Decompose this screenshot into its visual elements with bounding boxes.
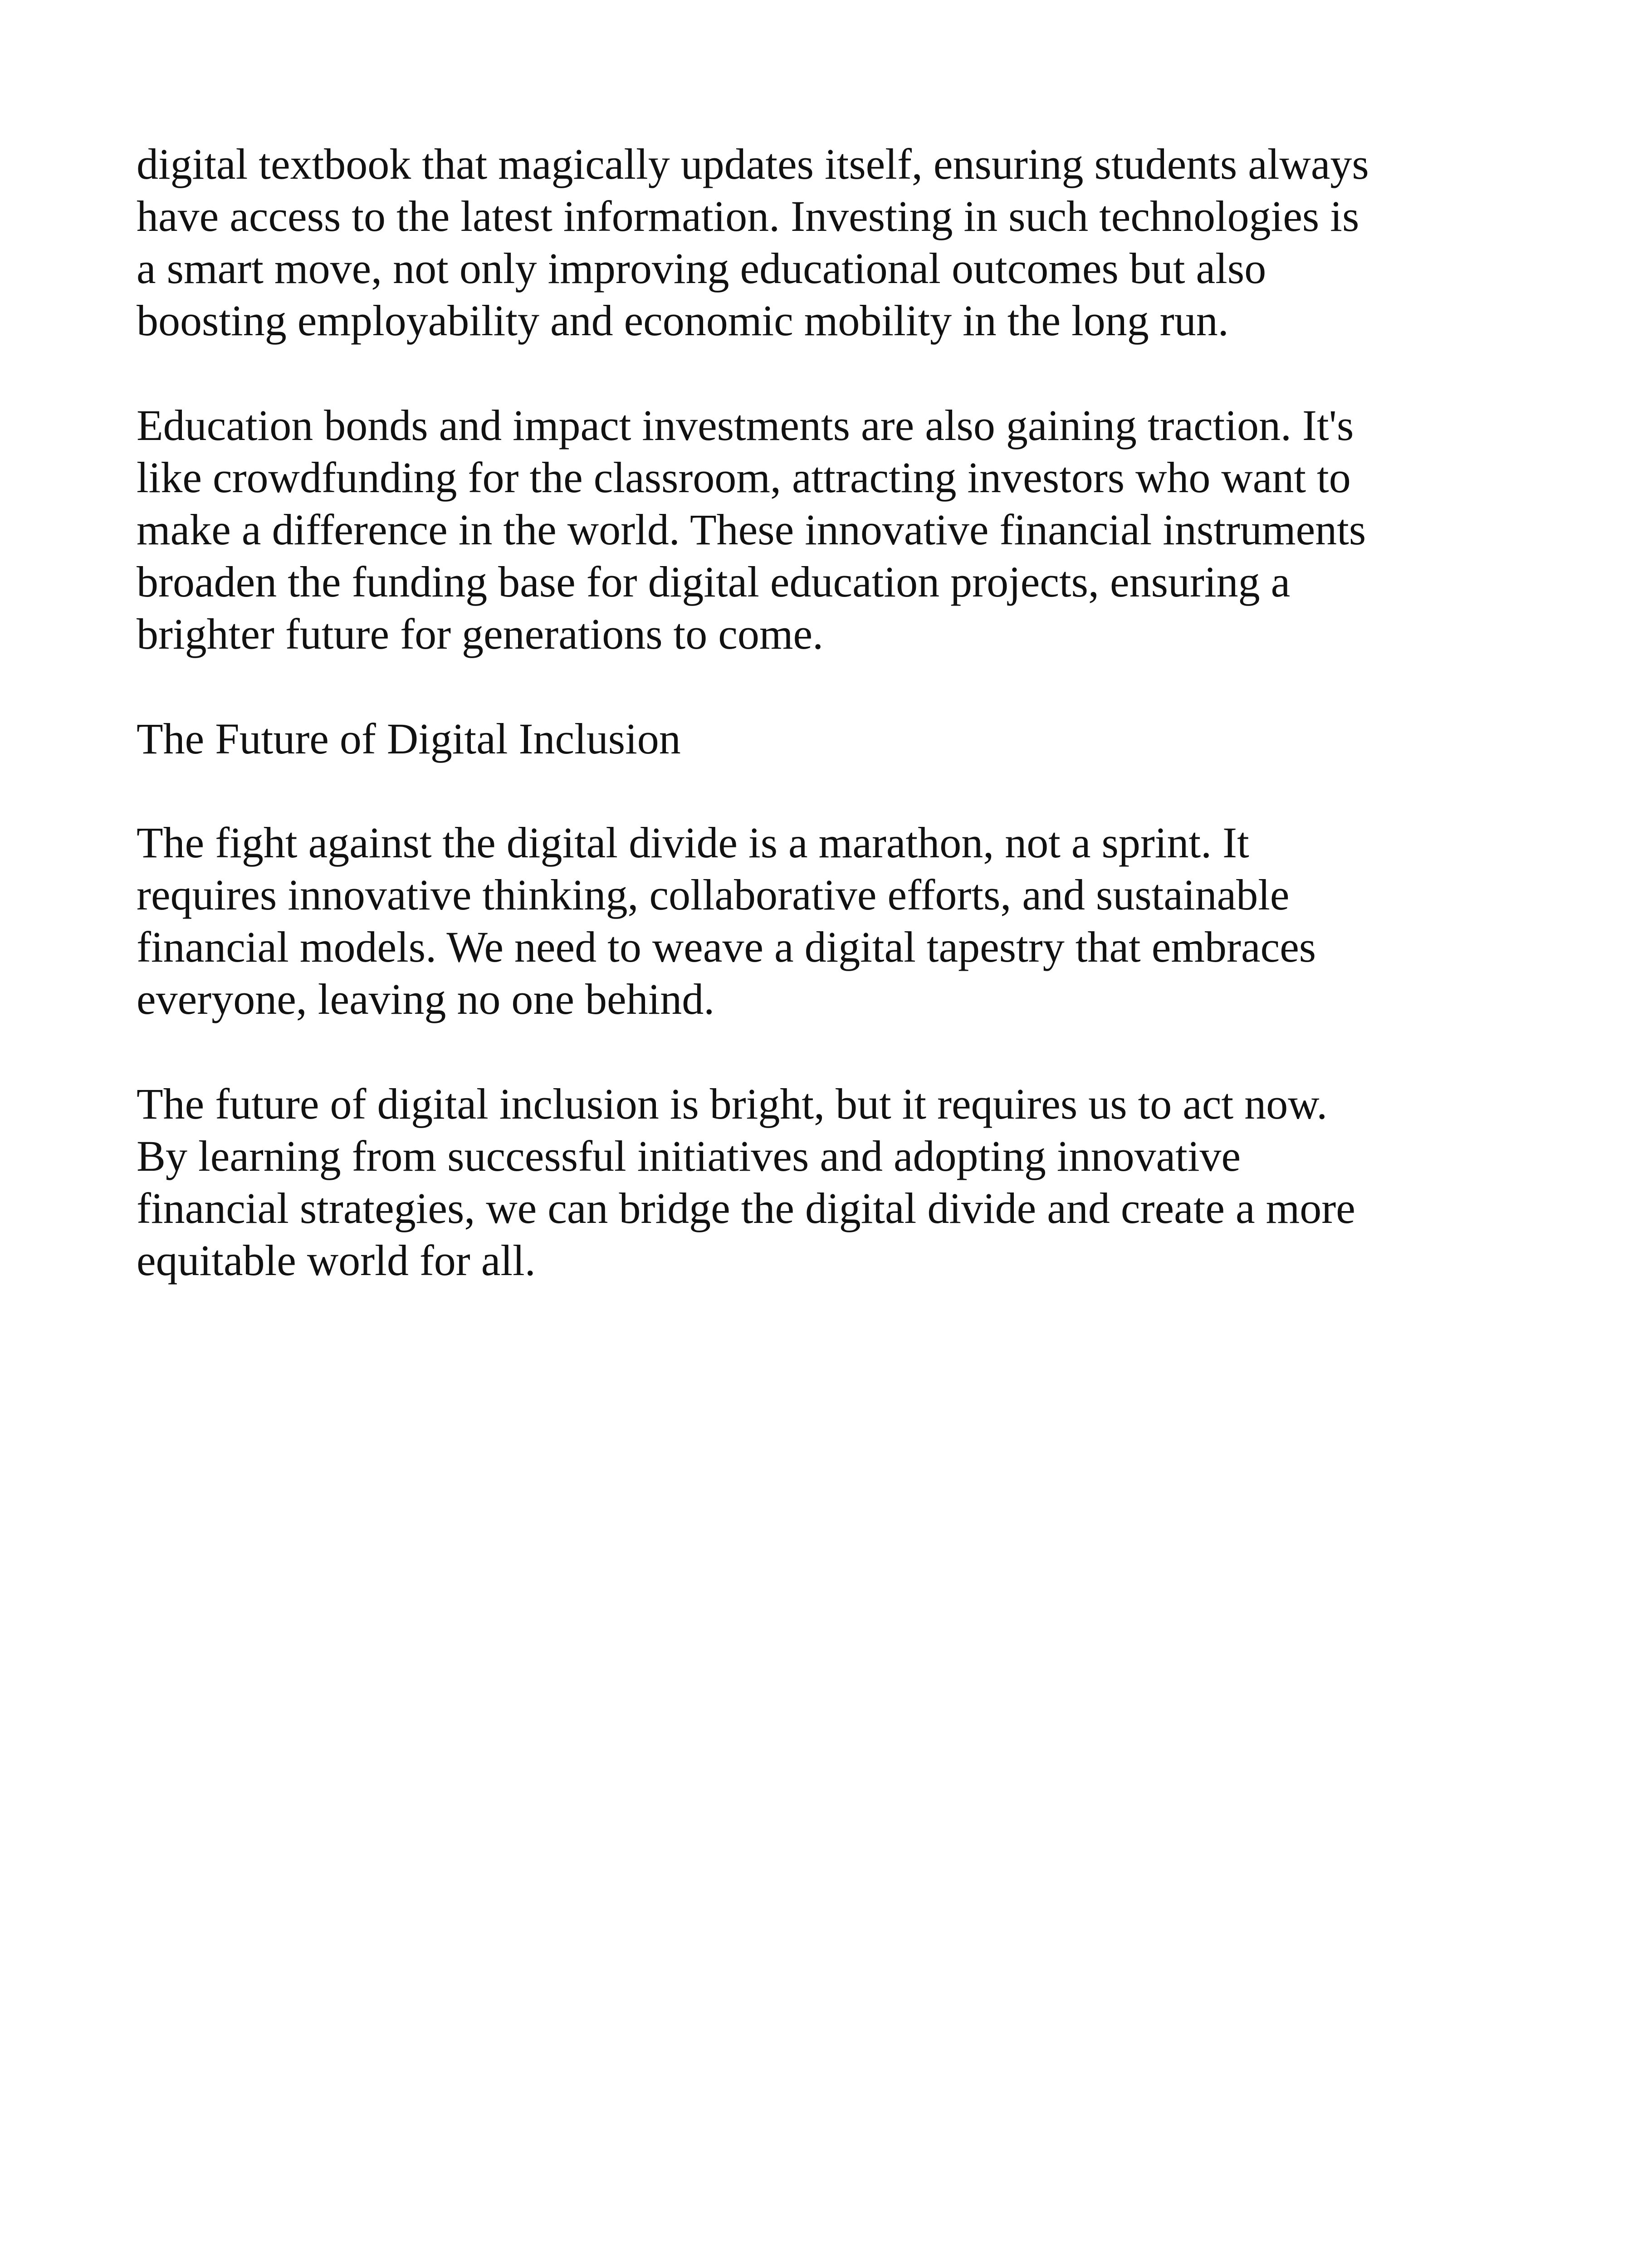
paragraph-digital-textbook xyxy=(137,138,1488,347)
text-line: By learning from successful initiatives and adopting innovative xyxy=(137,1132,1241,1180)
text-line: boosting employability and economic mobility in the long run. xyxy=(137,296,1229,345)
text-line: The future of digital inclusion is bright, but it requires us to act now. xyxy=(137,1080,1328,1128)
paragraph-future-inclusion xyxy=(137,1078,1488,1286)
text-line: requires innovative thinking, collaborative efforts, and sustainable xyxy=(137,870,1290,919)
paragraph-digital-divide-marathon xyxy=(137,816,1488,1025)
text-line: financial models. We need to weave a digital tapestry that embraces xyxy=(137,923,1316,971)
paragraph-education-bonds xyxy=(137,399,1488,660)
text-line: everyone, leaving no one behind. xyxy=(137,975,715,1023)
text-line: broaden the funding base for digital education projects, ensuring a xyxy=(137,557,1291,606)
heading-text: The Future of Digital Inclusion xyxy=(137,714,681,763)
text-line: have access to the latest information. Investing in such technologies is xyxy=(137,192,1359,240)
text-line: financial strategies, we can bridge the digital divide and create a more xyxy=(137,1184,1355,1232)
text-line: equitable world for all. xyxy=(137,1236,536,1285)
text-line: Education bonds and impact investments are also gaining traction. It's xyxy=(137,401,1354,450)
section-heading xyxy=(137,713,1488,765)
text-line: digital textbook that magically updates itself, ensuring students always xyxy=(137,140,1369,188)
text-line: brighter future for generations to come. xyxy=(137,610,824,658)
text-line: a smart move, not only improving educational outcomes but also xyxy=(137,244,1266,293)
text-line: like crowdfunding for the classroom, attracting investors who want to xyxy=(137,453,1351,502)
text-line: The fight against the digital divide is a marathon, not a sprint. It xyxy=(137,818,1249,867)
text-line: make a difference in the world. These innovative financial instruments xyxy=(137,505,1366,554)
